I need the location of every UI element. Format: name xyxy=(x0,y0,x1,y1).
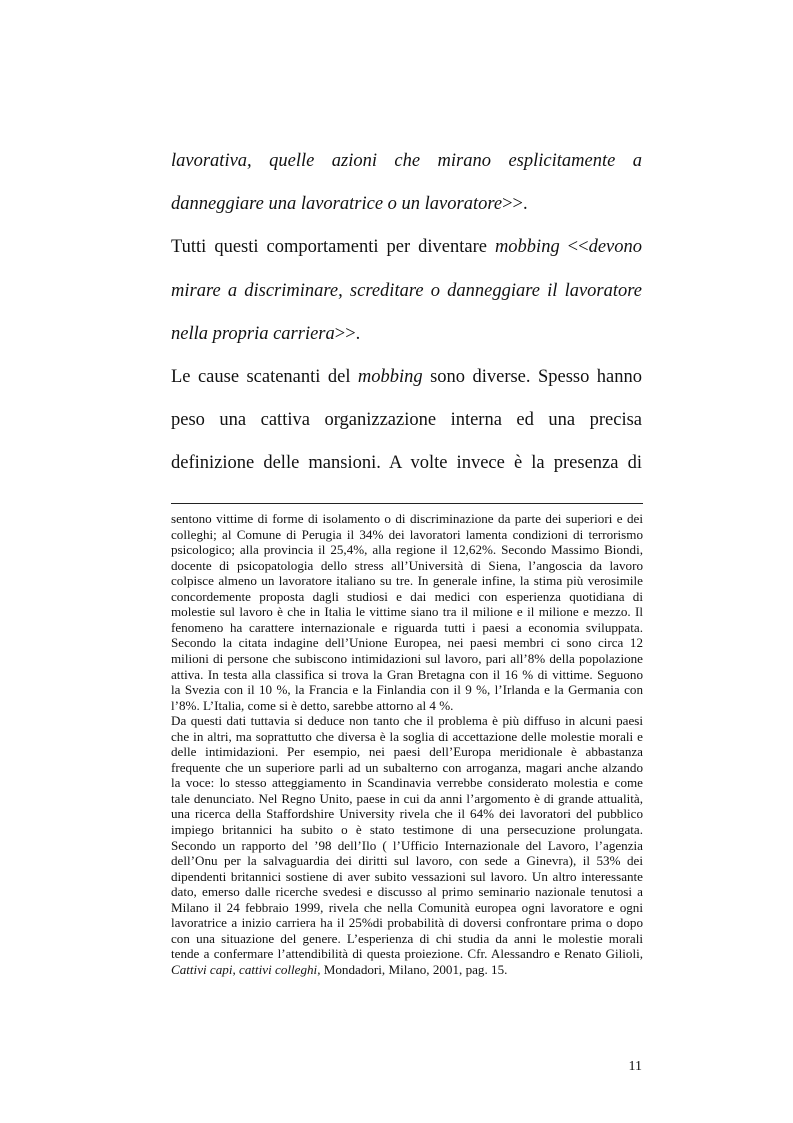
footnote-line xyxy=(171,651,643,667)
text-span: l’8%. L’Italia, come si è detto, sarebbe attorno al 4 %. xyxy=(171,697,454,713)
footnote-separator xyxy=(171,503,643,504)
footnote-line xyxy=(171,884,643,900)
text-span: delle intimidazioni. Per esempio, nei paesi dell’Europa meridionale è abbastanza xyxy=(171,744,643,760)
italic-text: danneggiare una lavoratrice o un lavoratore xyxy=(171,194,503,215)
italic-text: mirare a discriminare, screditare o danneggiare il lavoratore xyxy=(171,280,642,301)
text-span: fenomeno ha carattere internazionale e riguarda tutti i paesi a economia sviluppata. xyxy=(171,619,643,635)
italic-text: nella propria carriera xyxy=(171,323,335,344)
footnote-line xyxy=(171,775,643,791)
text-span: definizione delle mansioni. A volte invece è la presenza di xyxy=(171,453,642,474)
text-span: , Mondadori, Milano, 2001, pag. 15. xyxy=(317,961,508,977)
footnote-line xyxy=(171,620,643,636)
footnote-line xyxy=(171,822,643,838)
text-span: molestie sul lavoro è che in Italia le vittime siano tra il milione e il milione e mezzo. Il xyxy=(171,604,643,620)
text-span: sentono vittime di forme di isolamento o di discriminazione da parte dei superiori e dei xyxy=(171,511,643,526)
text-span: attiva. In testa alla classifica si trova la Gran Bretagna con il 16 % di vittime. Seguono xyxy=(171,666,643,682)
footnote-line xyxy=(171,869,643,885)
text-span: impiego britannici ha subito o è stato testimone di una persecuzione prolungata. xyxy=(171,822,643,837)
text-span: >>. xyxy=(502,194,528,215)
footnote-line xyxy=(171,713,643,729)
footnote-line xyxy=(171,589,643,605)
footnote-line xyxy=(171,604,643,620)
text-span: la voce: lo stesso atteggiamento in Scandinavia verrebbe considerato molestia e come xyxy=(171,775,643,791)
text-span: tale denunciato. Nel Regno Unito, paese in cui da anni l’argomento è di grande attualità, xyxy=(171,790,643,806)
footnote-line xyxy=(171,853,643,869)
footnote-line xyxy=(171,573,643,589)
body-line xyxy=(171,150,642,172)
text-span: Da questi dati tuttavia si deduce non tanto che il problema è più diffuso in alcuni paesi xyxy=(171,713,643,729)
footnote-line xyxy=(171,667,643,683)
footnote-line xyxy=(171,511,643,527)
footnote-line xyxy=(171,682,643,698)
text-span: la Svezia con il 10 %, la Francia e la Finlandia con il 9 %, l’Irlanda e la Germania con xyxy=(171,682,643,698)
footnote-line xyxy=(171,915,643,931)
text-span: milioni di persone che subiscono intimidazioni sul lavoro, pari all’8% della popolazione xyxy=(171,650,643,666)
body-line xyxy=(171,323,642,345)
footnote-line xyxy=(171,744,643,760)
text-span: psicologico; alla provincia il 25,4%, alla regione il 12,62%. Secondo Massimo Biondi, xyxy=(171,542,643,558)
footnote-line xyxy=(171,729,643,745)
footnote-line xyxy=(171,542,643,558)
text-span: concordemente proposta dagli studiosi e dai medici con esperienza quotidiana di xyxy=(171,588,643,604)
text-span: Secondo la citata indagine dell’Unione Europea, nei paesi membri ci sono circa 12 xyxy=(171,635,643,651)
text-span: una ricerca della Staffordshire University rivela che il 64% dei lavoratori del pubblico xyxy=(171,806,643,822)
italic-text: devono xyxy=(588,237,642,258)
text-span: colpisce almeno un lavoratore italiano su tre. In generale infine, la stima più verosimile xyxy=(171,573,643,589)
page-number: 11 xyxy=(628,1059,642,1074)
footnote-line xyxy=(171,635,643,651)
italic-text: mobbing xyxy=(494,237,560,258)
text-span: peso una cattiva organizzazione interna ed una precisa xyxy=(171,410,642,431)
text-span: << xyxy=(559,237,589,258)
text-span: lavoratrice a inizio carriera ha il 25%di probabilità di doversi confrontare prima o dopo xyxy=(171,915,643,931)
text-span: che in altri, ma soprattutto che diversa è la soglia di accettazione delle molestie morali e xyxy=(171,728,643,744)
footnote-line xyxy=(171,791,643,807)
text-span: tende a confermare l’attendibilità di questa proiezione. Cfr. Alessandro e Renato Gilioli, xyxy=(171,946,643,962)
body-line xyxy=(171,452,642,474)
text-span: Tutti questi comportamenti per diventare xyxy=(171,237,495,258)
body-line xyxy=(171,193,642,215)
text-span: Secondo un rapporto del ’98 dell’Ilo ( l’Ufficio Internazionale del Lavoro, l’agenzia xyxy=(171,837,643,853)
footnote-line xyxy=(171,900,643,916)
footnote-line xyxy=(171,946,643,962)
text-span: colleghi; al Comune di Perugia il 34% dei lavoratori lamenta condizioni di terrorismo xyxy=(171,526,643,542)
text-span: docente di psicopatologia dello stress all’Università di Siena, l’angoscia da lavoro xyxy=(171,557,643,573)
footnote-line xyxy=(171,527,643,543)
footnote-line xyxy=(171,760,643,776)
body-line xyxy=(171,366,642,388)
footnote-line xyxy=(171,558,643,574)
text-span: con una situazione del genere. L’esperienza di chi studia da anni le molestie morali xyxy=(171,930,643,946)
text-span: frequente che un superiore parli ad un subalterno con arroganza, magari anche alzando xyxy=(171,759,643,775)
footnote-line xyxy=(171,698,643,714)
text-span: >>. xyxy=(334,323,361,344)
footnote-line xyxy=(171,962,643,978)
text-span: dato, emerso dalle ricerche svedesi e discusso al primo seminario nazionale tenutosi a xyxy=(171,884,643,900)
italic-text: Cattivi capi, cattivi colleghi xyxy=(171,961,318,977)
body-line xyxy=(171,236,642,258)
text-span: Milano il 24 febbraio 1999, rivela che nella Comunità europea ogni lavoratore e ogni xyxy=(171,899,643,915)
italic-text: mobbing xyxy=(357,367,423,387)
text-span: sono diverse. Spesso hanno xyxy=(422,367,642,387)
italic-text: lavorativa, quelle azioni che mirano esplicitamente a xyxy=(171,151,642,171)
text-span: Le cause scatenanti del xyxy=(171,367,358,387)
body-line xyxy=(171,280,642,302)
text-span: dipendenti britannici sostiene di aver subito vessazioni sul lavoro. Un altro interessante xyxy=(171,868,643,884)
body-line xyxy=(171,409,642,431)
footnote-line xyxy=(171,931,643,947)
footnote-line xyxy=(171,806,643,822)
text-span: dell’Onu per la salvaguardia dei diritti sul lavoro, con sede a Ginevra), il 53% dei xyxy=(171,853,643,869)
footnote-line xyxy=(171,838,643,854)
